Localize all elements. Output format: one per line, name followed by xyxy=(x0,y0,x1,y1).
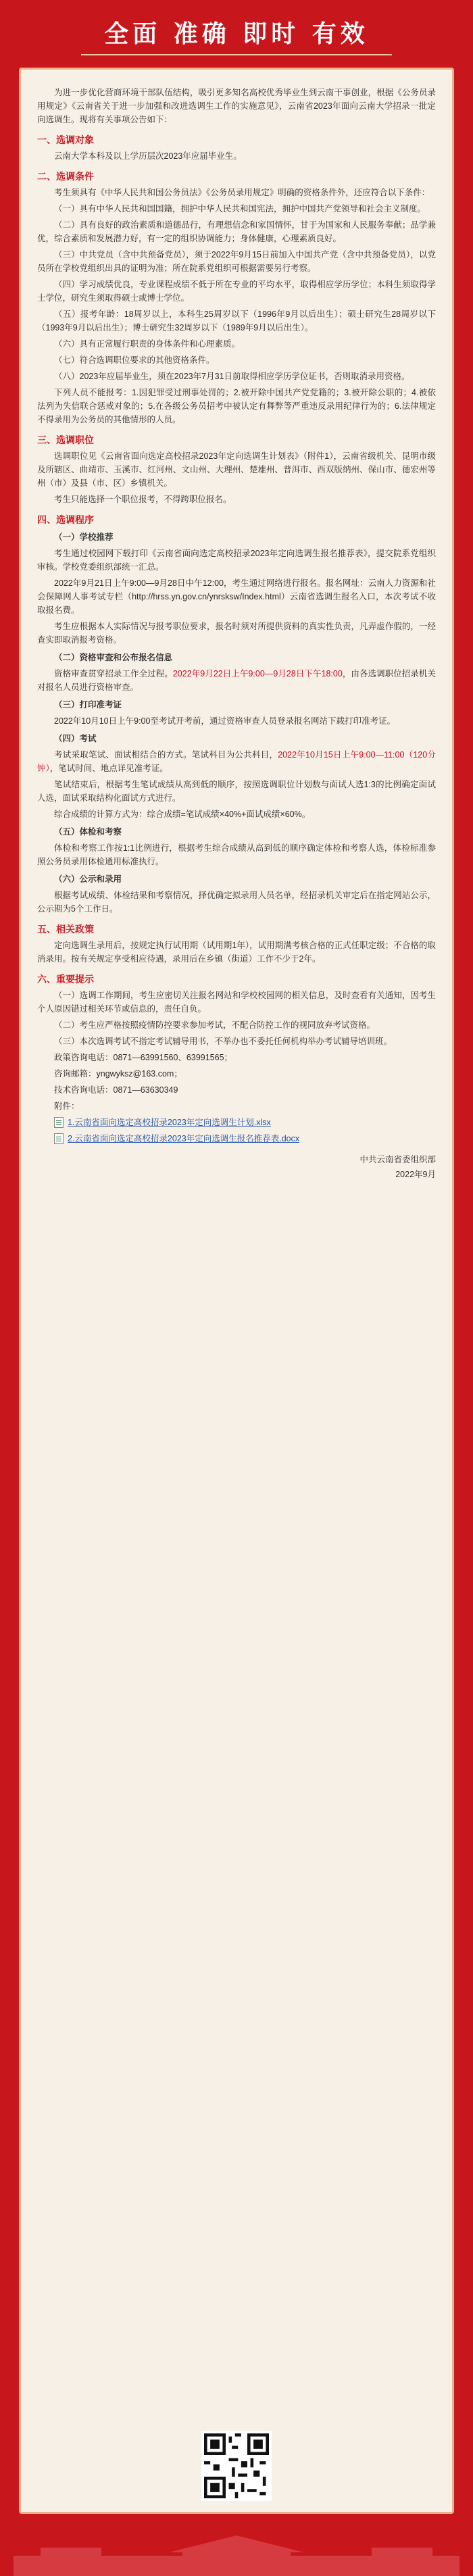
paragraph: （七）符合选调职位要求的其他资格条件。 xyxy=(54,355,215,365)
paragraph: 定向选调生录用后，按规定执行试用期（试用期1年），试用期满考核合格的正式任职定级；不合格的取消录用。按有关规定享受相应待遇，录用后在乡镇（街道）工作不少于2年。 xyxy=(37,941,436,964)
paragraph: （二）考生应严格按照疫情防控要求参加考试，不配合防控工作的视同放弃考试资格。 xyxy=(54,1020,376,1030)
text-run: 考试采取笔试、面试相结合的方式。笔试科目为公共科目， xyxy=(54,750,278,760)
subsection-heading: （五）体检和考察 xyxy=(54,827,122,837)
attachment-item[interactable] xyxy=(54,1116,436,1129)
section-heading: 二、选调条件 xyxy=(37,171,94,182)
signature-block xyxy=(37,1152,436,1182)
paragraph: （三）本次选调考试不指定考试辅导用书，不举办也不委托任何机构举办考试辅导培训班。 xyxy=(54,1037,393,1046)
qr-code-area xyxy=(0,2431,473,2502)
section-heading: 三、选调职位 xyxy=(37,435,94,445)
paragraph: （八）2023年应届毕业生，须在2023年7月31日前取得相应学历学位证书，否则取消录用资格。 xyxy=(54,372,410,381)
qr-code-icon xyxy=(204,2433,269,2498)
paragraph: 下列人员不能报考：1.因犯罪受过刑事处罚的；2.被开除中国共产党党籍的；3.被开除公职的；4.被依法列为失信联合惩戒对象的；5.在各级公务员招考中被认定有舞弊等严重违反录用纪律行为的；6.法律规定不得录用为公务员的其他情形的人员。 xyxy=(37,388,436,424)
paragraph: 选调职位见《云南省面向选定高校招录2023年定向选调生计划表》（附件1），云南省级机关、昆明市级及所辖区、曲靖市、玉溪市、红河州、文山州、大理州、楚雄州、普洱市、西双版纳州、保山市、德宏州等州（市）及县（市、区）乡镇机关。 xyxy=(37,451,436,488)
highlighted-date: 2022年10月15日上午9:00—11:00（120分钟） xyxy=(37,750,436,773)
paragraph: （二）具有良好的政治素质和道德品行，有理想信念和家国情怀，甘于为国家和人民服务奉献；品学兼优，综合素质和发展潜力好，有一定的组织协调能力；身体健康，心理素质良好。 xyxy=(37,220,436,243)
attachment-link[interactable]: 2.云南省面向选定高校招录2023年定向选调生报名推荐表.docx xyxy=(68,1134,300,1143)
attachment-link[interactable]: 1.云南省面向选定高校招录2023年定向选调生计划.xlsx xyxy=(68,1118,271,1127)
contact-tech-phone: 技术咨询电话：0871—63630349 xyxy=(54,1085,178,1095)
paragraph: 综合成绩的计算方式为：综合成绩=笔试成绩×40%+面试成绩×60%。 xyxy=(54,810,311,819)
paragraph: （一）具有中华人民共和国国籍，拥护中华人民共和国宪法，拥护中国共产党领导和社会主义制度。 xyxy=(54,204,426,214)
paragraph: 云南大学本科及以上学历层次2023年应届毕业生。 xyxy=(54,151,242,161)
section-heading: 六、重要提示 xyxy=(37,974,94,985)
paragraph: （四）学习成绩优良，专业课程成绩不低于所在专业的平均水平，取得相应学历学位；本科生须取得学士学位，研究生须取得硕士或博士学位。 xyxy=(37,280,436,303)
paragraph: （三）中共党员（含中共预备党员），须于2022年9月15日前加入中国共产党（含中共预备党员），以党员所在学校党组织出具的证明为准；所在院系党组织可根据需要另行考察。 xyxy=(37,250,436,273)
paragraph: （六）具有正常履行职责的身体条件和心理素质。 xyxy=(54,339,241,349)
paragraph: 考生应根据本人实际情况与报考职位要求，报名时须对所提供资料的真实性负责，凡弄虚作假的，一经查实即取消报考资格。 xyxy=(37,622,436,645)
paragraph xyxy=(37,748,436,775)
highlighted-date: 2022年9月22日上午9:00—9月28日下午18:00 xyxy=(172,669,343,678)
subsection-heading: （二）资格审查和公布报名信息 xyxy=(54,653,173,662)
paragraph: （五）报考年龄：18周岁以上，本科生25周岁以下（1996年9月以后出生）；硕士研究生28周岁以下（1993年9月以后出生）；博士研究生32周岁以下（1989年9月以后出生）。 xyxy=(37,309,436,332)
contact-phone: 政策咨询电话：0871—63991560、63991565； xyxy=(54,1053,233,1062)
footer-building-decoration xyxy=(0,2515,473,2576)
header-banner xyxy=(0,0,473,65)
paragraph xyxy=(37,667,436,694)
section-heading: 五、相关政策 xyxy=(37,924,94,935)
qr-code xyxy=(201,2431,272,2501)
text-run: ，笔试时间、地点详见准考证。 xyxy=(49,764,168,773)
paragraph: 考生须具有《中华人民共和国公务员法》《公务员录用规定》明确的资格条件外，还应符合以下条件： xyxy=(54,188,430,197)
paragraph: 体检和考察工作按1:1比例进行，根据考生综合成绩从高到低的顺序确定体检和考察人选，体检标准参照公务员录用体检通用标准执行。 xyxy=(37,843,436,866)
text-run: 资格审查贯穿招录工作全过程。 xyxy=(54,669,173,678)
subsection-heading: （六）公示和录用 xyxy=(54,874,122,884)
banner-divider xyxy=(81,54,392,55)
issue-date: 2022年9月 xyxy=(395,1170,436,1179)
text-run: ，由各选调职位招录机关对报名人员进行资格审查。 xyxy=(37,669,436,692)
section-heading: 一、选调对象 xyxy=(37,134,94,145)
issuing-organization: 中共云南省委组织部 xyxy=(359,1155,436,1164)
paragraph: 考生通过校园网下载打印《云南省面向选定高校招录2023年定向选调生报名推荐表》，提交院系党组织审核。学校党委组织部统一汇总。 xyxy=(37,549,436,572)
intro-paragraph: 为进一步优化营商环境干部队伍结构，吸引更多知名高校优秀毕业生到云南干事创业，根据《公务员录用规定》《云南省关于进一步加强和改进选调生工作的实施意见》，云南省2023年面向云南大学招录一批定向选调生。现将有关事项公告如下： xyxy=(37,88,436,124)
paragraph: 笔试结束后，根据考生笔试成绩从高到低的顺序，按照选调职位计划数与面试人选1:3的比例确定面试人选，面试采取结构化面试方式进行。 xyxy=(37,780,436,803)
paragraph: （一）选调工作期间，考生应密切关注报名网站和学校校园网的相关信息，及时查看有关通知，因考生个人原因错过相关环节或信息的，责任自负。 xyxy=(37,991,436,1014)
section-heading: 四、选调程序 xyxy=(37,514,94,525)
banner-title: 全面 准确 即时 有效 xyxy=(104,20,369,48)
contact-email: 咨询邮箱：yngwyksz@163.com； xyxy=(54,1069,182,1079)
attachments-label: 附件： xyxy=(54,1101,80,1111)
attachment-item[interactable] xyxy=(54,1132,436,1145)
subsection-heading: （三）打印准考证 xyxy=(54,700,122,710)
paragraph: 2022年9月21日上午9:00—9月28日中午12:00，考生通过网络进行报名。报名网址：云南人力资源和社会保障网人事考试专栏（http://hrss.yn.gov.cn/ynrsksw/Index.html）云南省选调生报名入口，本次考试不收取报名费。 xyxy=(37,578,436,615)
paragraph: 2022年10月10日上午9:00至考试开考前，通过资格审查人员登录报名网站下载打印准考证。 xyxy=(54,716,395,726)
article-card xyxy=(19,68,454,2514)
document-file-icon xyxy=(54,1133,64,1144)
article-body xyxy=(37,86,436,1182)
subsection-heading: （一）学校推荐 xyxy=(54,532,114,542)
spreadsheet-file-icon xyxy=(54,1117,64,1128)
paragraph: 考生只能选择一个职位报考，不得跨职位报名。 xyxy=(54,495,232,504)
subsection-heading: （四）考试 xyxy=(54,734,97,743)
paragraph: 根据考试成绩、体检结果和考察情况，择优确定拟录用人员名单，经招录机关审定后在指定网站公示，公示期为5个工作日。 xyxy=(37,891,436,914)
